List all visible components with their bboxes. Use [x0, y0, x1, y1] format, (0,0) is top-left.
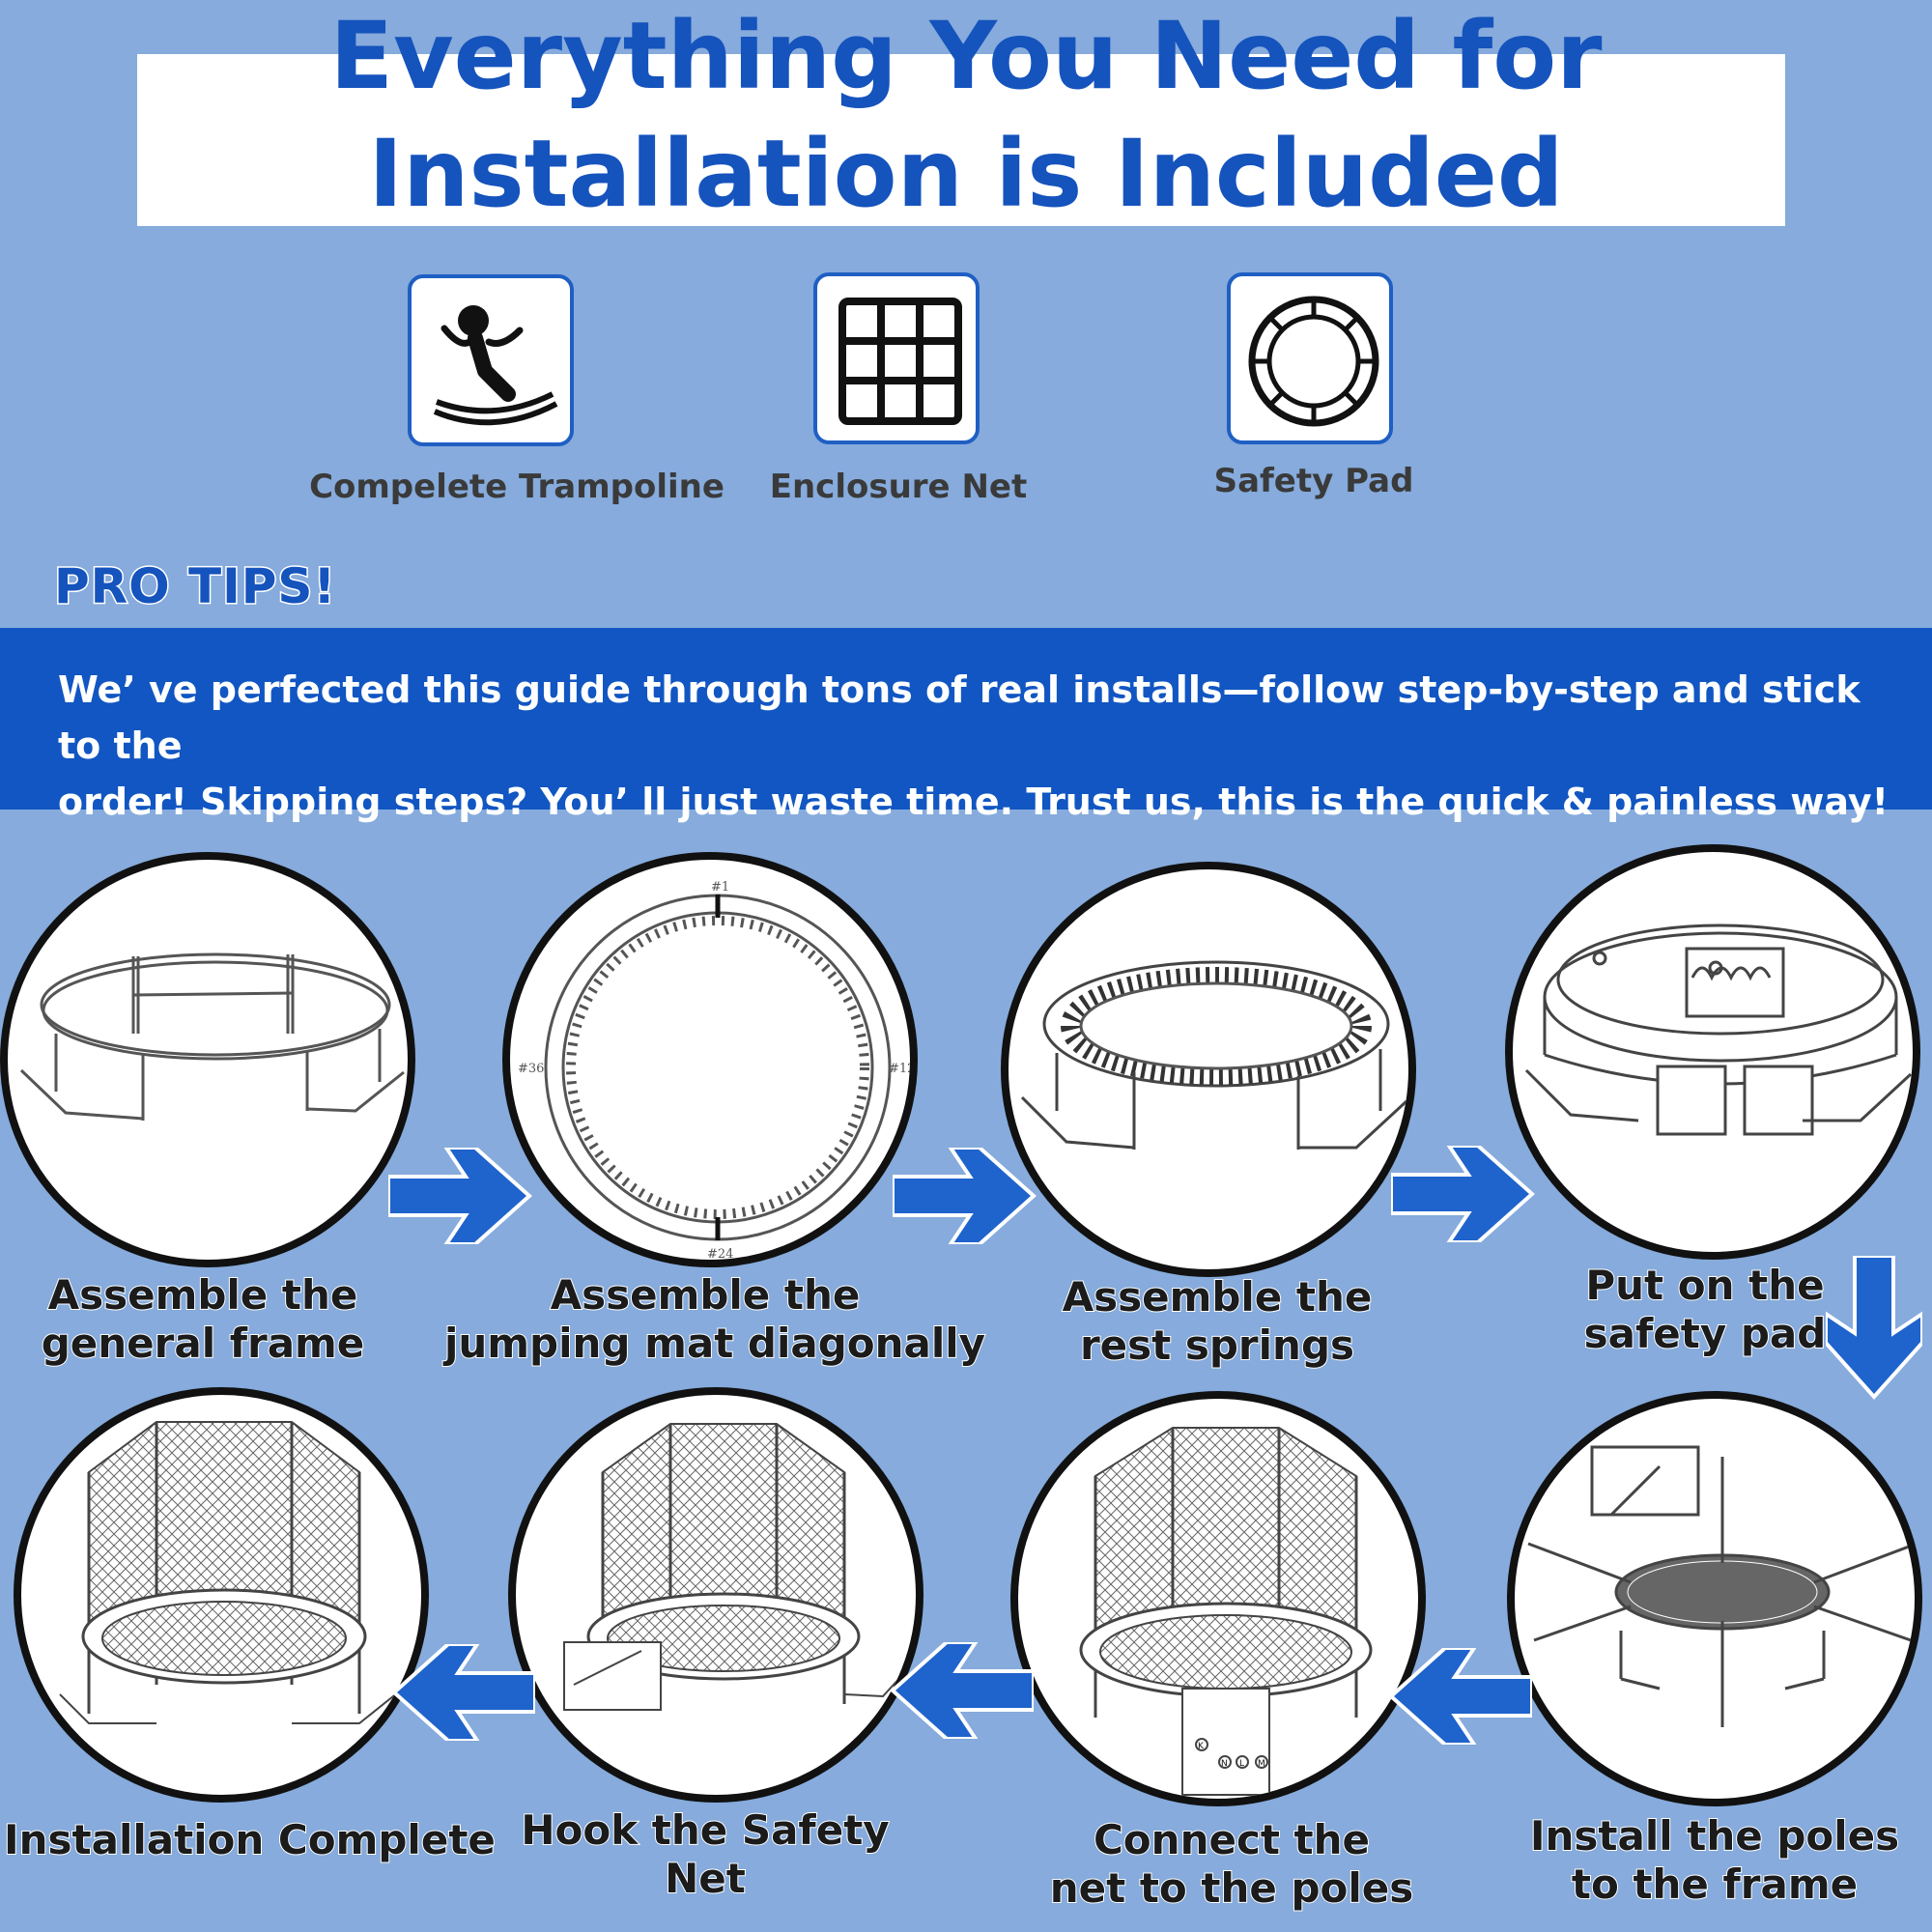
- step-5-label: Install the poles to the frame: [1529, 1812, 1900, 1908]
- step-7-hook-net-illustration: [508, 1387, 923, 1803]
- mat-marker-left: #36: [518, 1062, 545, 1076]
- net-marker-k: K: [1198, 1742, 1204, 1751]
- step-6-connect-net-illustration: [1010, 1391, 1426, 1806]
- arrow-left-icon: [889, 1642, 1034, 1739]
- step-1-frame-illustration: [0, 852, 415, 1267]
- trampoline-jumper-icon: [408, 274, 574, 446]
- ring-pad-icon: [1227, 272, 1393, 444]
- step-3-springs-illustration: [1001, 862, 1416, 1277]
- title-line-2: Installation is Included: [368, 120, 1564, 228]
- arrow-right-icon: [893, 1148, 1037, 1244]
- net-marker-n: N: [1221, 1759, 1228, 1769]
- step-7-label: Hook the Safety Net: [521, 1806, 890, 1902]
- step-5-poles-illustration: [1507, 1391, 1922, 1806]
- arrow-left-icon: [390, 1644, 535, 1741]
- step-8-complete-illustration: [14, 1387, 429, 1803]
- arrow-right-icon: [1391, 1146, 1536, 1242]
- pro-tips-text: [58, 662, 1893, 830]
- title-line-1: Everything You Need for: [329, 2, 1603, 110]
- included-label-pad: Safety Pad: [1213, 462, 1414, 500]
- arrow-down-icon: [1826, 1256, 1922, 1401]
- pro-tips-heading: PRO TIPS!: [54, 558, 337, 614]
- included-label-trampoline: Compelete Trampoline: [309, 468, 724, 506]
- step-8-label: Installation Complete: [4, 1816, 496, 1863]
- arrow-right-icon: [388, 1148, 533, 1244]
- step-4-pad-illustration: [1505, 844, 1920, 1260]
- included-label-net: Enclosure Net: [769, 468, 1028, 506]
- grid-net-icon: [813, 272, 980, 444]
- step-2-mat-illustration: [502, 852, 918, 1267]
- mat-marker-top: #1: [711, 880, 730, 895]
- pro-tips-line-1: We’ ve perfected this guide through tons of real installs—follow step-by-step and stick to the: [58, 668, 1861, 767]
- step-1-label: Assemble the general frame: [41, 1271, 365, 1367]
- step-2-label: Assemble the jumping mat diagonally: [444, 1271, 986, 1367]
- mat-marker-right: #12: [889, 1062, 916, 1076]
- net-marker-m: M: [1258, 1759, 1265, 1769]
- step-3-label: Assemble the rest springs: [1062, 1273, 1373, 1369]
- arrow-left-icon: [1387, 1648, 1532, 1745]
- net-marker-l: L: [1239, 1759, 1245, 1769]
- step-6-label: Connect the net to the poles: [1049, 1816, 1414, 1912]
- pro-tips-line-2: order! Skipping steps? You’ ll just waste time. Trust us, this is the quick & painless way!: [58, 781, 1889, 823]
- mat-marker-bottom: #24: [707, 1247, 734, 1262]
- step-4-label: Put on the safety pad: [1583, 1262, 1827, 1357]
